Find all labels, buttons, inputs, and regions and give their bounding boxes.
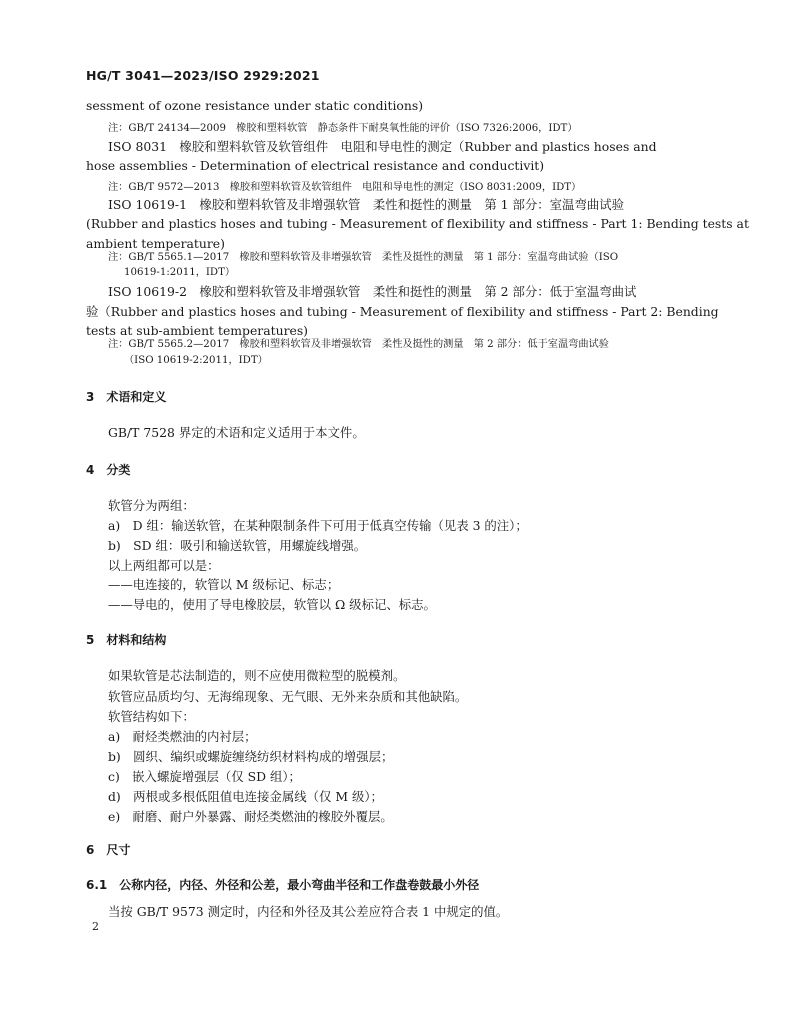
list-item: c) 嵌入螺旋增强层（仅 SD 组）； (108, 769, 301, 784)
ref-line: ISO 8031 橡胶和塑料软管及软管组件 电阻和导电性的测定（Rubber and plastics hoses and (108, 139, 657, 154)
list-item: d) 两根或多根低阻值电连接金属线（仅 M 级）； (108, 789, 383, 804)
paragraph: 当按 GB/T 9573 测定时，内径和外径及其公差应符合表 1 中规定的值。 (108, 904, 509, 919)
page-number: 2 (92, 920, 99, 933)
ref-line: ISO 10619-2 橡胶和塑料软管及非增强软管 柔性和挺性的测量 第 2 部分：低于室温弯曲试 (108, 284, 637, 299)
paragraph: 软管结构如下： (108, 709, 195, 724)
ref-line: (Rubber and plastics hoses and tubing - Measurement of flexibility and stiffness - Part 1: Bending tests at (86, 216, 749, 231)
section-heading: 4 分类 (86, 463, 131, 477)
paragraph: 如果软管是芯法制造的，则不应使用微粒型的脱模剂。 (108, 668, 406, 683)
section-heading: 3 术语和定义 (86, 390, 167, 404)
paragraph: 软管分为两组： (108, 498, 195, 513)
paragraph: 以上两组都可以是： (108, 558, 220, 573)
list-item: a) D 组：输送软管，在某种限制条件下可用于低真空传输（见表 3 的注）； (108, 518, 528, 533)
ref-line: tests at sub-ambient temperatures) (86, 323, 309, 338)
ref-note: 注：GB/T 24134—2009 橡胶和塑料软管 静态条件下耐臭氧性能的评价（ISO 7326:2006，IDT） (108, 123, 578, 134)
ref-note: 注：GB/T 5565.2—2017 橡胶和塑料软管及非增强软管 柔性及挺性的测量 第 2 部分：低于室温弯曲试验 (108, 339, 609, 350)
ref-note: （ISO 10619-2:2011，IDT） (124, 355, 268, 366)
standard-header: HG/T 3041—2023/ISO 2929:2021 (86, 68, 320, 83)
ref-line: hose assemblies - Determination of electrical resistance and conductivit) (86, 158, 545, 173)
paragraph: GB/T 7528 界定的术语和定义适用于本文件。 (108, 425, 365, 440)
ref-line: ISO 10619-1 橡胶和塑料软管及非增强软管 柔性和挺性的测量 第 1 部分：室温弯曲试验 (108, 197, 625, 212)
dash-item: ——导电的，使用了导电橡胶层，软管以 Ω 级标记、标志。 (108, 597, 436, 612)
ref-line: sessment of ozone resistance under static conditions) (86, 98, 424, 113)
section-heading: 6 尺寸 (86, 843, 131, 857)
ref-line: ambient temperature) (86, 236, 225, 251)
ref-line: 验（Rubber and plastics hoses and tubing - Measurement of flexibility and stiffness - Part 2: Bending (86, 304, 719, 319)
ref-note: 10619-1:2011，IDT） (124, 267, 236, 278)
list-item: b) SD 组：吸引和输送软管，用螺旋线增强。 (108, 538, 367, 553)
dash-item: ——电连接的，软管以 M 级标记、标志； (108, 577, 340, 592)
section-heading: 5 材料和结构 (86, 633, 167, 647)
subsection-heading: 6.1 公称内径，内径、外径和公差，最小弯曲半径和工作盘卷鼓最小外径 (86, 878, 480, 892)
list-item: a) 耐烃类燃油的内衬层； (108, 729, 257, 744)
ref-note: 注：GB/T 5565.1—2017 橡胶和塑料软管及非增强软管 柔性及挺性的测量 第 1 部分：室温弯曲试验（ISO (108, 252, 619, 263)
ref-note: 注：GB/T 9572—2013 橡胶和塑料软管及软管组件 电阻和导电性的测定（ISO 8031:2009，IDT） (108, 182, 582, 193)
list-item: e) 耐磨、耐户外暴露、耐烃类燃油的橡胶外覆层。 (108, 809, 393, 824)
paragraph: 软管应品质均匀、无海绵现象、无气眼、无外来杂质和其他缺陷。 (108, 689, 468, 704)
list-item: b) 圆织、编织或螺旋缠绕纺织材料构成的增强层； (108, 749, 394, 764)
